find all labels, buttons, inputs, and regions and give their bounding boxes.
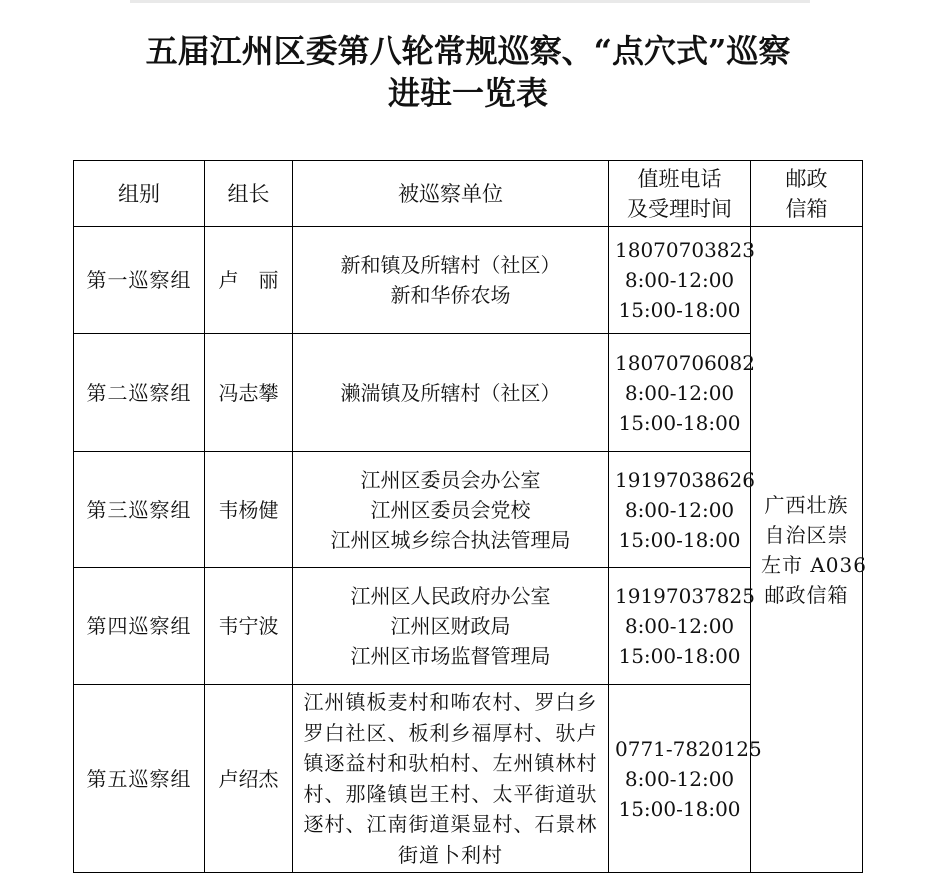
group-cell: 第四巡察组 xyxy=(74,568,205,685)
units-cell: 濑湍镇及所辖村（社区） xyxy=(293,334,609,452)
table-header-row xyxy=(74,161,863,227)
header-units: 被巡察单位 xyxy=(293,161,609,227)
units-cell: 江州镇板麦村和咘农村、罗白乡 罗白社区、板利乡福厚村、驮卢 镇逐益村和驮柏村、左州镇林村 村、那隆镇岜王村、太平街道驮 逐村、江南街道渠显村、石景林 街道卜利村 xyxy=(293,685,609,873)
top-divider xyxy=(130,0,810,3)
table-row xyxy=(74,227,863,334)
header-phone: 值班电话 及受理时间 xyxy=(609,161,751,227)
leader-cell: 韦宁波 xyxy=(205,568,293,685)
phone-cell: 18070703823 8:00-12:00 15:00-18:00 xyxy=(609,227,751,334)
leader-cell: 卢绍杰 xyxy=(205,685,293,873)
table-row xyxy=(74,568,863,685)
document-title xyxy=(0,30,936,114)
phone-cell: 19197038626 8:00-12:00 15:00-18:00 xyxy=(609,452,751,568)
title-line-2: 进驻一览表 xyxy=(387,74,548,112)
phone-cell: 18070706082 8:00-12:00 15:00-18:00 xyxy=(609,334,751,452)
units-cell: 新和镇及所辖村（社区） 新和华侨农场 xyxy=(293,227,609,334)
units-cell: 江州区委员会办公室 江州区委员会党校 江州区城乡综合执法管理局 xyxy=(293,452,609,568)
header-leader: 组长 xyxy=(205,161,293,227)
group-cell: 第五巡察组 xyxy=(74,685,205,873)
leader-cell: 韦杨健 xyxy=(205,452,293,568)
table-row xyxy=(74,334,863,452)
table-row xyxy=(74,685,863,873)
title-line-1: 五届江州区委第八轮常规巡察、“点穴式”巡察 xyxy=(145,32,791,70)
leader-cell: 卢 丽 xyxy=(205,227,293,334)
group-cell: 第二巡察组 xyxy=(74,334,205,452)
header-mailbox: 邮政 信箱 xyxy=(751,161,863,227)
group-cell: 第一巡察组 xyxy=(74,227,205,334)
mailbox-cell: 广西壮族 自治区崇 左市 A036 邮政信箱 xyxy=(751,227,863,873)
group-cell: 第三巡察组 xyxy=(74,452,205,568)
header-group: 组别 xyxy=(74,161,205,227)
leader-cell: 冯志攀 xyxy=(205,334,293,452)
phone-cell: 19197037825 8:00-12:00 15:00-18:00 xyxy=(609,568,751,685)
units-cell: 江州区人民政府办公室 江州区财政局 江州区市场监督管理局 xyxy=(293,568,609,685)
table-row xyxy=(74,452,863,568)
phone-cell: 0771-7820125 8:00-12:00 15:00-18:00 xyxy=(609,685,751,873)
inspection-table xyxy=(73,160,867,873)
